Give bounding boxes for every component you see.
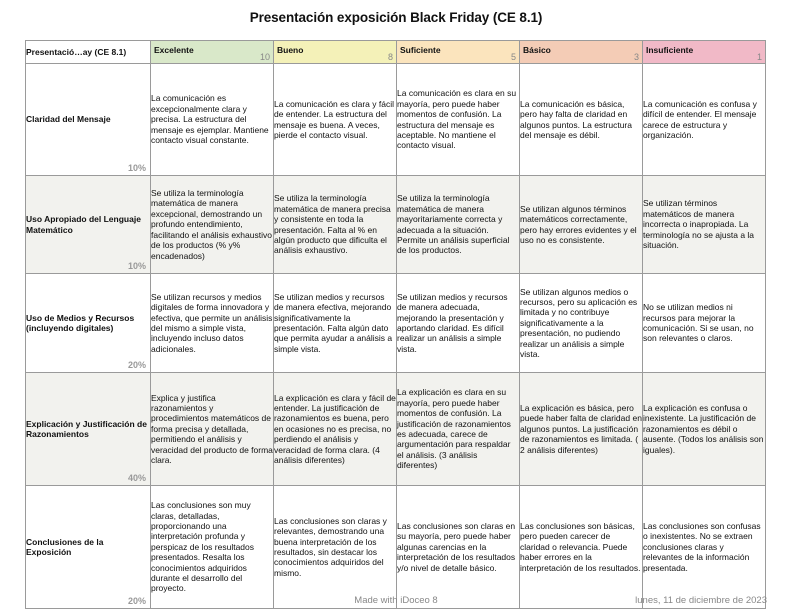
level-header-insuficiente — [643, 41, 766, 64]
level-name: Suficiente — [400, 45, 441, 55]
descriptor-cell: Las conclusiones son confusas o inexistentes. No se extraen conclusiones claras y relevantes de la información presentada. — [643, 486, 766, 609]
descriptor-cell: No se utilizan medios ni recursos para mejorar la comunicación. Si se usan, no son relevantes o claros. — [643, 274, 766, 373]
criterion-name: Uso de Medios y Recursos (incluyendo digitales) — [26, 312, 135, 333]
descriptor-cell: La comunicación es excepcionalmente clara y precisa. La estructura del mensaje es ejemplar. Mantiene contacto visual constante. — [151, 64, 274, 176]
criterion-name: Conclusiones de la Exposición — [26, 536, 104, 557]
descriptor-cell: Las conclusiones son claras en su mayoría, pero puede haber algunas carencias en la interpretación de los resultados y/o nivel de detalle básico. — [397, 486, 520, 609]
criterion-name: Claridad del Mensaje — [26, 114, 111, 125]
criterion-row-lenguaje — [26, 176, 766, 274]
criterion-row-explicacion — [26, 373, 766, 486]
descriptor-cell: Las conclusiones son muy claras, detalladas, proporcionando una interpretación profunda y perspicaz de los resultados presentados. Resalta los conocimientos adquiridos durante el desarrollo del proyecto. — [151, 486, 274, 609]
criterion-cell — [26, 274, 151, 373]
level-name: Excelente — [154, 45, 194, 55]
level-header-bueno — [274, 41, 397, 64]
descriptor-cell: La explicación es confusa o inexistente. La justificación de razonamientos es débil o ausente. (Todos los análisis son iguales). — [643, 373, 766, 486]
descriptor-cell: Se utiliza la terminología matemática de manera excepcional, demostrando un profundo entendimiento, facilitando el análisis exhaustivo de los productos (% y% encadenados) — [151, 176, 274, 274]
criterion-weight: 20% — [127, 595, 146, 606]
descriptor-cell: Se utilizan medios y recursos de manera efectiva, mejorando significativamente la presentación. Falta algún dato que permita ayudar a análisis a simple vista. — [274, 274, 397, 373]
level-name: Bueno — [277, 45, 304, 55]
level-score: 3 — [633, 51, 639, 62]
rubric-header-row — [26, 41, 766, 64]
descriptor-cell: La comunicación es básica, pero hay falta de claridad en algunos puntos. La estructura del mensaje es débil. — [520, 64, 643, 176]
level-score: 1 — [756, 51, 762, 62]
criterion-weight: 20% — [127, 359, 146, 370]
descriptor-cell: La explicación es clara en su mayoría, pero puede haber momentos de confusión. La justificación de razonamientos es adecuada, carece de argumentación para respaldar el análisis. (3 análisis diferentes) — [397, 373, 520, 486]
descriptor-cell: Se utilizan recursos y medios digitales de forma innovadora y efectiva, que permite un análisis del mismo a simple vista, incluyendo incluso datos adicionales. — [151, 274, 274, 373]
criterion-name: Uso Apropiado del Lenguaje Matemático — [26, 214, 141, 235]
descriptor-cell: La comunicación es clara y fácil de entender. La estructura del mensaje es buena. A veces, pierde el contacto visual. — [274, 64, 397, 176]
descriptor-cell: Se utilizan términos matemáticos de manera incorrecta o inapropiada. La terminología no se ajusta a la situación. — [643, 176, 766, 274]
document-title: Presentación exposición Black Friday (CE 8.1) — [249, 10, 543, 25]
level-header-suficiente — [397, 41, 520, 64]
criterion-row-claridad — [26, 64, 766, 176]
descriptor-cell: Las conclusiones son claras y relevantes, demostrando una buena interpretación de los resultados, sin destacar los conocimientos adquiridos del mismo. — [274, 486, 397, 609]
level-name: Básico — [523, 45, 551, 55]
descriptor-cell: La comunicación es confusa y difícil de entender. El mensaje carece de estructura y organización. — [643, 64, 766, 176]
level-header-basico — [520, 41, 643, 64]
level-score: 8 — [387, 51, 393, 62]
descriptor-cell: Se utilizan algunos medios o recursos, pero su aplicación es limitada y no contribuye significativamente a la presentación, no pudiendo realizar un análisis a simple vista. — [520, 274, 643, 373]
rubric-table — [25, 40, 766, 609]
descriptor-cell: Se utilizan algunos términos matemáticos correctamente, pero hay errores evidentes y el uso no es consistente. — [520, 176, 643, 274]
criterion-weight: 10% — [127, 260, 146, 271]
criterion-cell — [26, 64, 151, 176]
made-with-label: Made with iDoceo 8 — [354, 595, 438, 606]
rubric-name-label: Presentació…ay (CE 8.1) — [26, 41, 151, 64]
criterion-weight: 10% — [127, 162, 146, 173]
descriptor-cell: La explicación es básica, pero puede haber falta de claridad en algunos puntos. La justificación de razonamientos es limitada. ( 2 análisis diferentes) — [520, 373, 643, 486]
criterion-cell — [26, 176, 151, 274]
criterion-weight: 40% — [127, 472, 146, 483]
descriptor-cell: Se utilizan medios y recursos de manera adecuada, mejorando la presentación y aportando claridad. Es difícil realizar un análisis a simple vista. — [397, 274, 520, 373]
descriptor-cell: Se utiliza la terminología matemática de manera precisa y consistente en toda la presentación. Falta al % en algún producto que dificulta el análisis exhaustivo. — [274, 176, 397, 274]
level-score: 5 — [510, 51, 516, 62]
level-name: Insuficiente — [646, 45, 694, 55]
level-header-excelente — [151, 41, 274, 64]
level-score: 10 — [259, 51, 270, 62]
criterion-row-conclusiones — [26, 486, 766, 609]
descriptor-cell: Explica y justifica razonamientos y procedimientos matemáticos de forma precisa y detallada, permitiendo el análisis y veracidad del producto de forma clara. — [151, 373, 274, 486]
criterion-row-medios — [26, 274, 766, 373]
criterion-cell — [26, 373, 151, 486]
descriptor-cell: La comunicación es clara en su mayoría, pero puede haber momentos de confusión. La estructura del mensaje es aceptable. No mantiene el contacto visual. — [397, 64, 520, 176]
descriptor-cell: La explicación es clara y fácil de entender. La justificación de razonamientos es buena, pero en ocasiones no es precisa, no perdiendo el análisis y veracidad de forma clara. (4 análisis diferentes) — [274, 373, 397, 486]
print-date: lunes, 11 de diciembre de 2023 — [635, 595, 767, 606]
descriptor-cell: Las conclusiones son básicas, pero pueden carecer de claridad o relevancia. Puede haber errores en la interpretación de los resultados. — [520, 486, 643, 609]
criterion-cell — [26, 486, 151, 609]
criterion-name: Explicación y Justificación de Razonamientos — [26, 418, 147, 439]
descriptor-cell: Se utiliza la terminología matemática de manera mayoritariamente correcta y adecuada a la situación. Permite un análisis superficial de los productos. — [397, 176, 520, 274]
